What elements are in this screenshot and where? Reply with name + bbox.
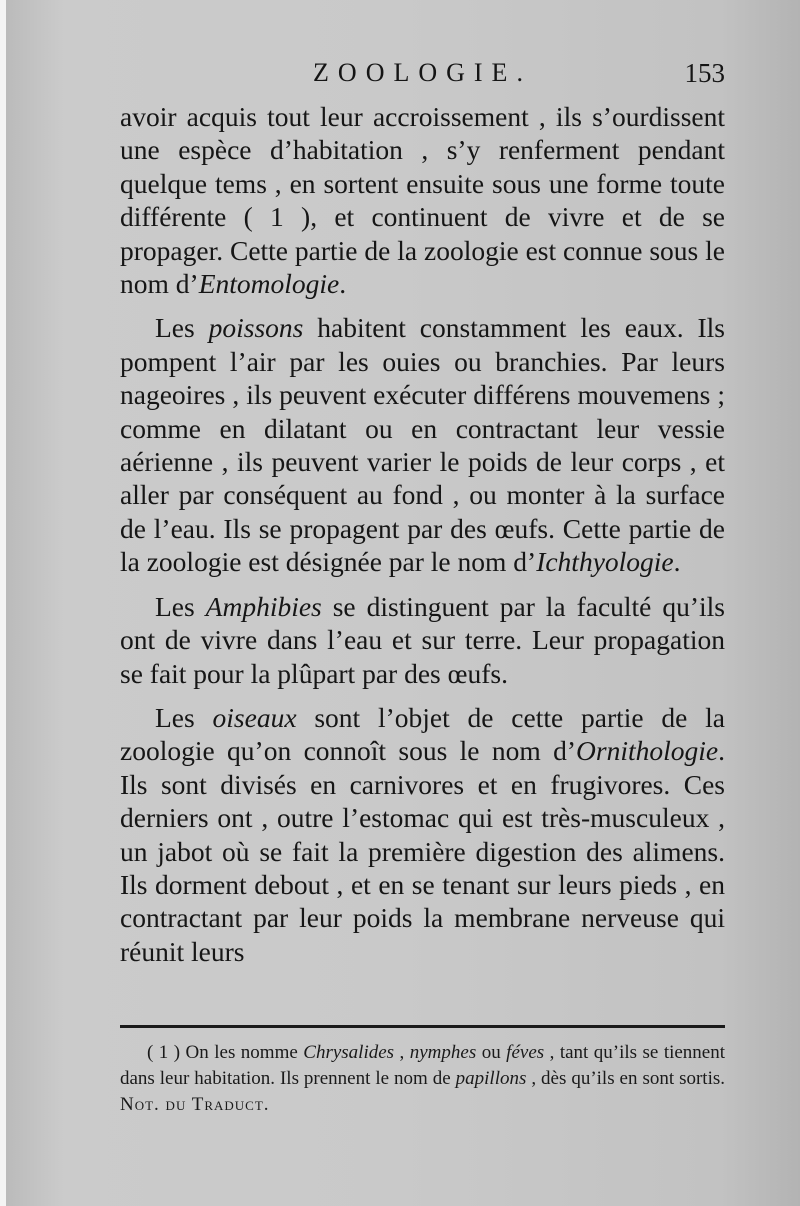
italic-term-entomologie: Entomologie — [198, 268, 340, 300]
paragraph-3 — [120, 590, 725, 690]
page-number: 153 — [684, 58, 725, 88]
paragraph-1 — [120, 100, 725, 300]
footnote-text-part: , tant qu’ils se tiennent dans leur habitation. Ils prennent le nom de — [120, 1042, 726, 1089]
body-text — [120, 100, 725, 979]
footnote-text — [120, 1040, 725, 1118]
paragraph-text: . — [339, 268, 347, 300]
italic-term-poissons: poissons — [208, 312, 304, 344]
footnote-italic-term: nymphes — [409, 1042, 477, 1063]
paragraph-text: avoir acquis tout leur accroissement , ils s’ourdissent une espèce d’habitation , s’y renferment pendant quelque tems , en sortent ensuite sous une forme toute différente ( 1 ), et continuent de vivre et de se propager. Cette partie de la zoologie est connue sous le nom d’ — [120, 101, 725, 300]
footnote-text-part: , — [394, 1042, 410, 1063]
page-header — [120, 58, 725, 98]
footnote-italic-term: Chrysalides — [303, 1042, 395, 1063]
translator-note-credit: Not. du Traduct. — [120, 1094, 270, 1115]
footnote-italic-term: féves — [506, 1042, 545, 1063]
paragraph-text: . — [673, 546, 681, 578]
paragraph-text: Les — [155, 312, 209, 344]
paragraph-2 — [120, 311, 725, 578]
paragraph-text: . Ils sont divisés en carnivores et en frugivores. Ces derniers ont , outre l’estomac qui est très-musculeux , un jabot où se fait la première digestion des alimens. Ils dorment debout , et en se tenant sur leurs pieds , en contractant par leur poids la membrane nerveuse qui réunit leurs — [120, 735, 725, 967]
italic-term-ornithologie: Ornithologie — [576, 735, 719, 767]
page-edge — [0, 0, 6, 1206]
footnote-text-part: On les nomme — [180, 1042, 304, 1063]
paragraph-4 — [120, 701, 725, 968]
paragraph-text: Les — [155, 701, 213, 733]
italic-term-oiseaux: oiseaux — [212, 701, 297, 733]
footnote-italic-term: papillons — [455, 1068, 527, 1089]
footnote-text-part: , dès qu’ils en sont sortis. — [526, 1068, 725, 1089]
footnote-marker: ( 1 ) — [147, 1042, 181, 1063]
paragraph-text: Les — [155, 590, 206, 622]
italic-term-ichthyologie: Ichthyologie — [536, 546, 674, 578]
footnote-text-part: ou — [476, 1042, 507, 1063]
footnote — [120, 1040, 725, 1118]
running-title: ZOOLOGIE. — [313, 58, 532, 87]
paragraph-text: sont l’objet de cette partie de la zoologie qu’on connoît sous le nom d’ — [120, 701, 725, 767]
paragraph-text: habitent constamment les eaux. Ils pompent l’air par les ouies ou branchies. Par leurs nageoires , ils peuvent exécuter différens mouvemens ; comme en dilatant ou en contractant leur vessie aérienne , ils peuvent varier le poids de leur corps , et aller par conséquent au fond , ou monter à la surface de l’eau. Ils se propagent par des œufs. Cette partie de la zoologie est désignée par le nom d’ — [120, 312, 725, 578]
footnote-divider — [120, 1025, 725, 1028]
italic-term-amphibies: Amphibies — [205, 590, 322, 622]
paragraph-text: se distinguent par la faculté qu’ils ont de vivre dans l’eau et sur terre. Leur propagation se fait pour la plûpart par des œufs. — [120, 590, 725, 689]
